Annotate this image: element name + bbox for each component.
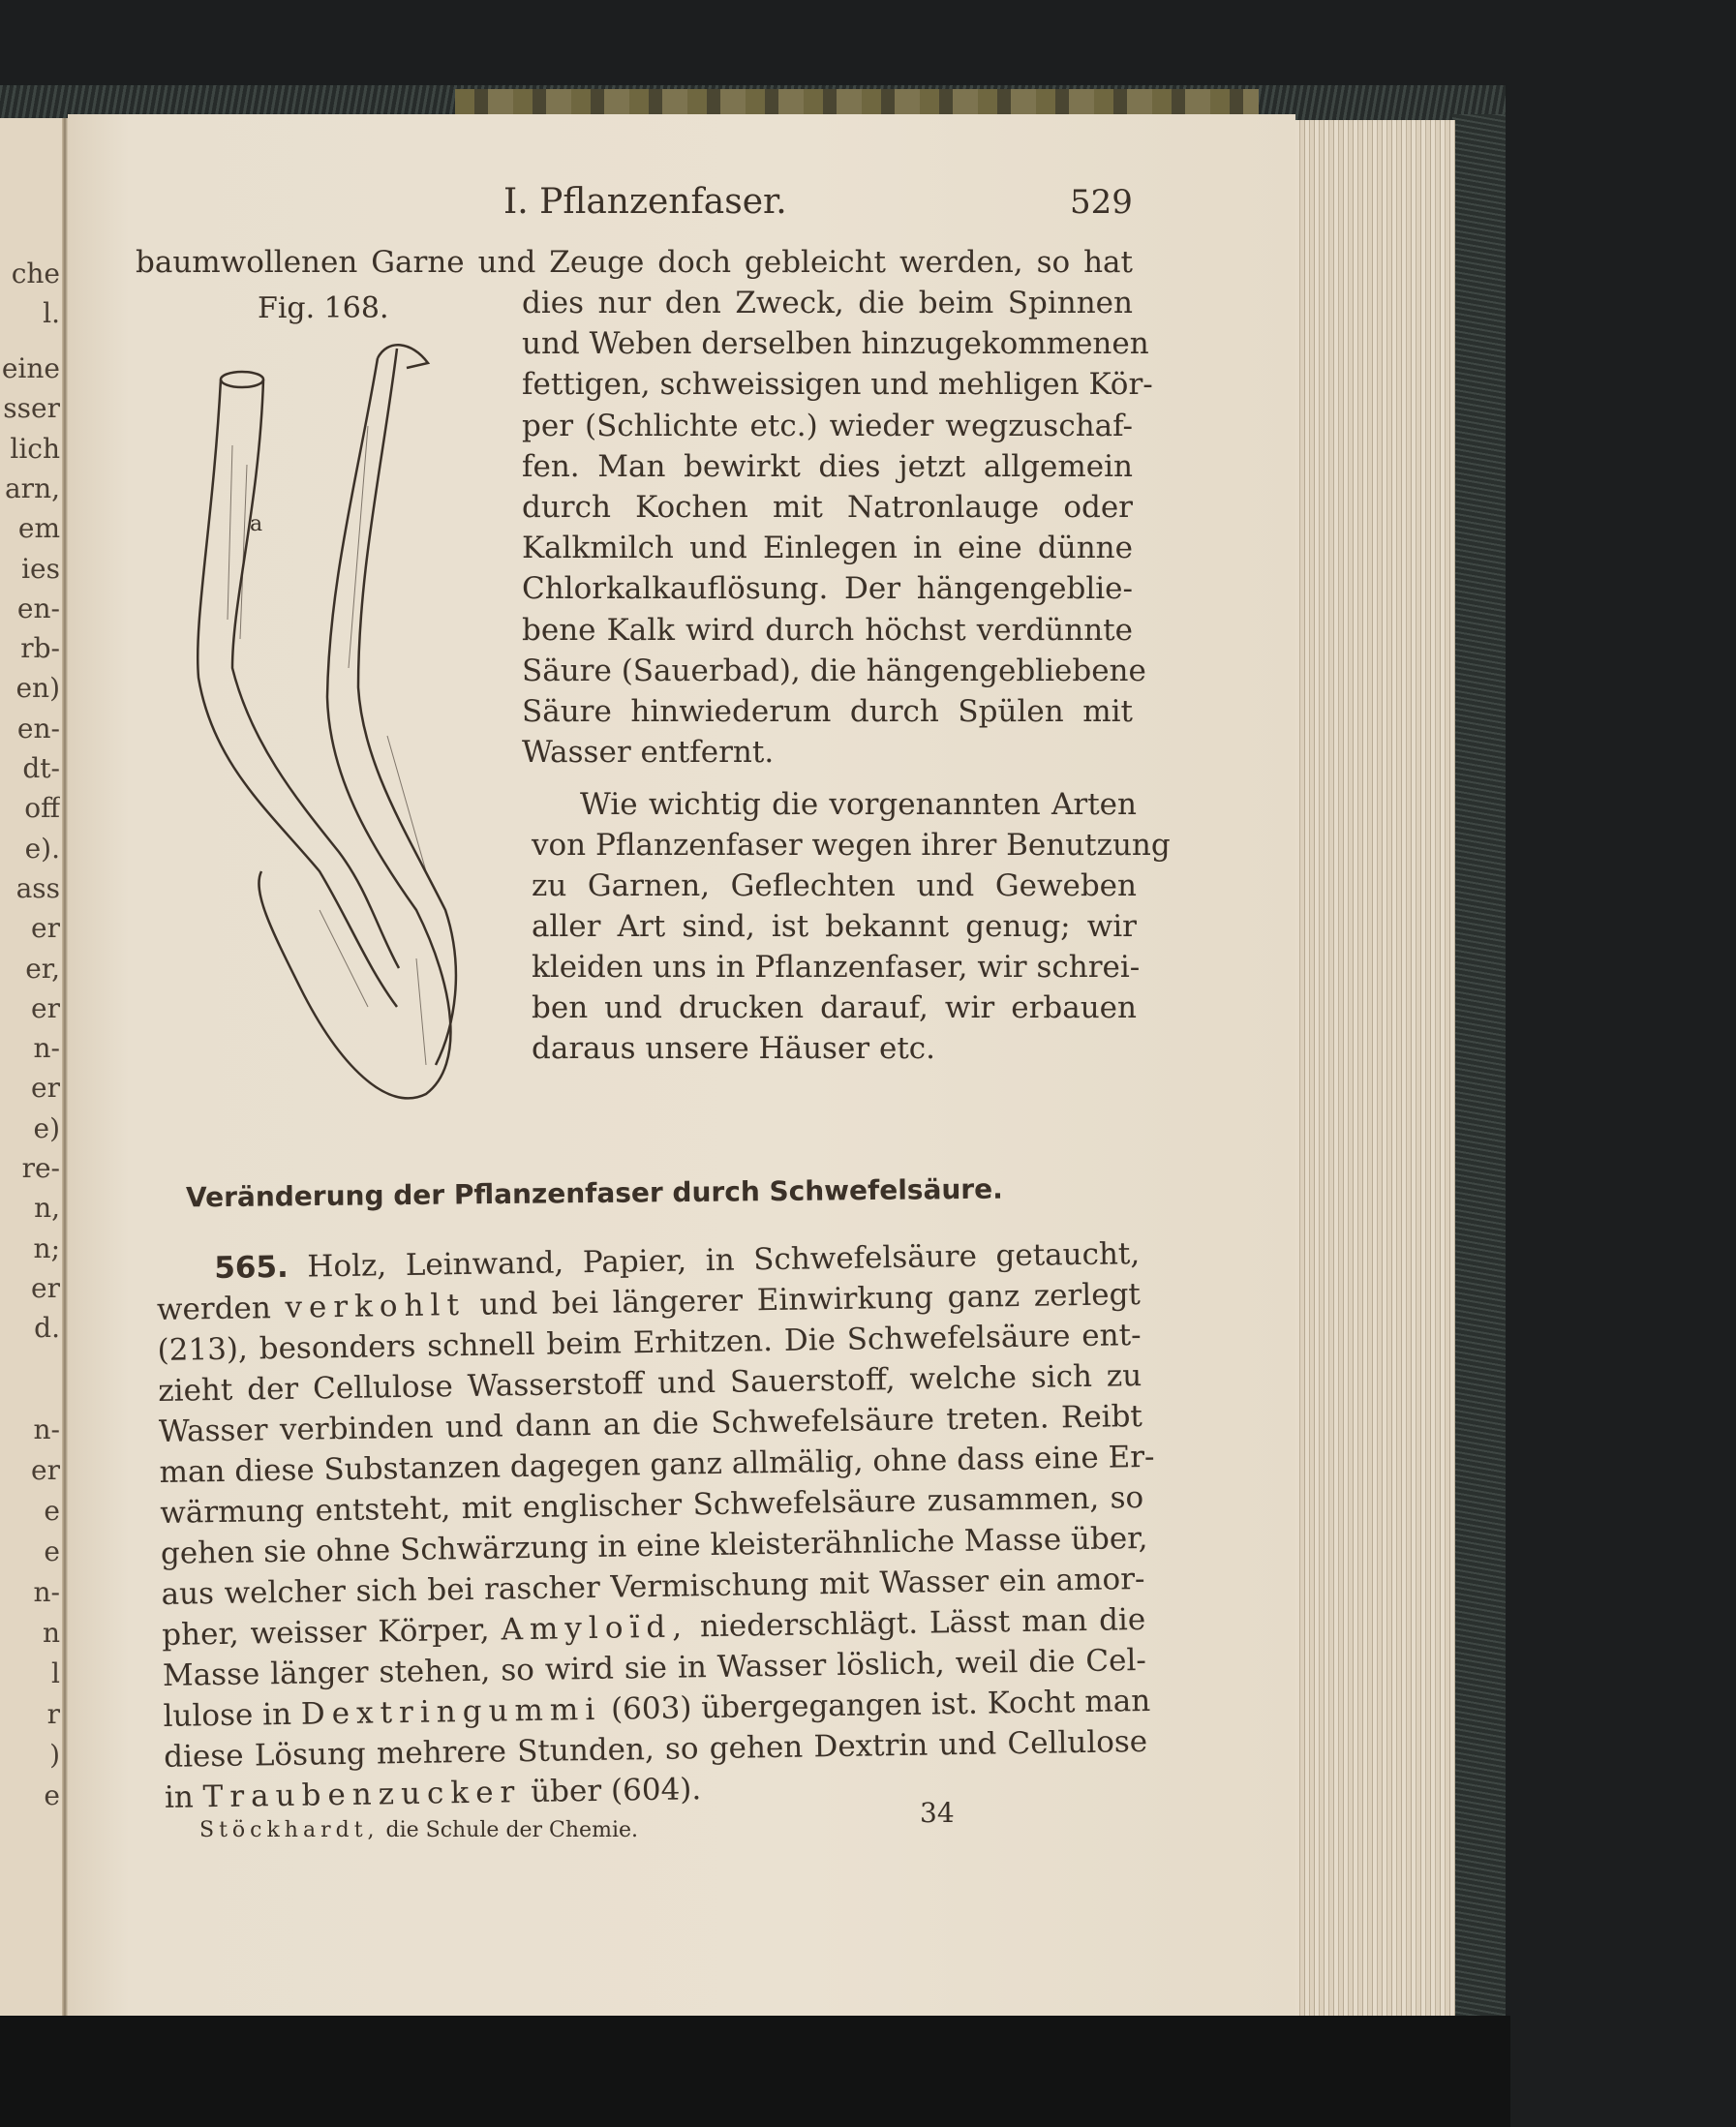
figure-cotton-fiber-illustration (174, 329, 474, 1113)
left-page-text-line: n- (33, 1576, 60, 1608)
left-page-text-line: eine (1, 352, 60, 384)
text-line: per (Schlichte etc.) wieder wegzuschaf- (522, 408, 1133, 443)
text-line: fen. Man bewirkt dies jetzt allgemein (522, 448, 1133, 484)
left-page-text-line: e (44, 1495, 60, 1527)
text-line: zieht der Cellulose Wasserstoff und Sauerstoff, welche sich zu (158, 1358, 1142, 1409)
text-line: daraus unsere Häuser etc. (532, 1031, 935, 1066)
text-line: von Pflanzenfaser wegen ihrer Benutzung (532, 828, 1171, 863)
text-span: niederschlägt. Lässt man die (699, 1601, 1146, 1645)
left-page-text-line: n- (33, 1413, 60, 1445)
text-span: pher, weisser Körper, (161, 1612, 490, 1653)
left-page-text-line: rb- (20, 632, 60, 665)
text-line: Wasser entfernt. (522, 735, 775, 771)
signature-mark: 34 (920, 1797, 955, 1829)
text-span: lulose in (163, 1696, 292, 1734)
left-page-text-line: d. (34, 1312, 60, 1345)
text-line: aller Art sind, ist bekannt genug; wir (532, 909, 1137, 944)
left-page-text-line: n (42, 1617, 60, 1649)
text-line: Wasser verbinden und dann an die Schwefelsäure treten. Reibt (158, 1399, 1143, 1449)
text-line: diese Lösung mehrere Stunden, so gehen Dextrin und Cellulose (163, 1723, 1148, 1775)
emphasis-spaced: Dextringummi (300, 1691, 602, 1732)
left-page-text-line: en- (16, 712, 60, 744)
left-page-text-line: sser (3, 392, 60, 425)
text-line: Säure (Sauerbad), die hängengebliebene (522, 653, 1146, 688)
left-page-text-line: ies (21, 552, 60, 585)
section-heading: Veränderung der Pflanzenfaser durch Schwefelsäure. (185, 1172, 1003, 1214)
left-page-text-line: lich (10, 432, 60, 465)
page-edges (1295, 120, 1455, 2016)
text-line: dies nur den Zweck, die beim Spinnen (522, 286, 1133, 320)
left-page-text-line: er (31, 1072, 60, 1105)
emphasis-spaced: verkohlt (285, 1287, 467, 1325)
text-line: zu Garnen, Geflechten und Geweben (532, 868, 1137, 903)
left-page-text-line: e (44, 1779, 60, 1811)
left-page-text-line: er (31, 912, 60, 945)
left-page-text-line: er (31, 991, 60, 1024)
section-number: 565. (214, 1249, 289, 1287)
text-line: Wie wichtig die vorgenannten Arten (580, 787, 1137, 822)
left-page-text-line: en) (15, 672, 60, 705)
running-head-title: I. Pflanzenfaser. (503, 182, 787, 222)
left-page-text-line: che (11, 258, 60, 289)
left-page-text-line: er (31, 1271, 60, 1304)
left-page-text-line: dt- (22, 752, 60, 784)
text-line: (213), besonders schnell beim Erhitzen. Die Schwefelsäure ent- (157, 1318, 1142, 1368)
text-line: gehen sie ohne Schwärzung in eine kleisterähnliche Masse über, (160, 1520, 1148, 1571)
text-span: werden (156, 1291, 272, 1327)
shadow (0, 2016, 1510, 2127)
left-page-text-line: off (24, 792, 60, 825)
left-page-text-line: ass (15, 871, 60, 904)
text-line: baumwollenen Garne und Zeuge doch gebleicht werden, so hat (136, 245, 1133, 280)
text-span: über (604). (530, 1772, 702, 1809)
text-line: aus welcher sich bei rascher Vermischung mit Wasser ein amor- (161, 1561, 1145, 1612)
text-line: Säure hinwiederum durch Spülen mit (522, 694, 1133, 729)
left-page-text-line: e) (33, 1111, 60, 1144)
text-line: Chlorkalkauflösung. Der hängengeblie- (522, 571, 1133, 607)
text-line: wärmung entsteht, mit englischer Schwefelsäure zusammen, so (160, 1480, 1144, 1531)
left-page-text-line: r (46, 1698, 60, 1730)
text-line: man diese Substanzen dagegen ganz allmälig, ohne dass eine Er- (159, 1439, 1155, 1490)
left-page-text-line: em (17, 512, 60, 545)
text-span: (603) übergegangen ist. Kocht man (610, 1683, 1151, 1727)
left-page-text-line: l (51, 1657, 60, 1689)
text-line: Kalkmilch und Einlegen in eine dünne (522, 531, 1133, 566)
text-line: ben und drucken darauf, wir erbauen (532, 990, 1137, 1025)
text-span: in (164, 1779, 195, 1815)
left-page-text-line: l. (43, 297, 60, 330)
left-page-text-line: er, (25, 952, 60, 985)
left-page-text-line: e (44, 1535, 60, 1567)
figure-label-a: a (250, 512, 263, 536)
text-line: Masse länger stehen, so wird sie in Wasser löslich, weil die Cel- (162, 1642, 1147, 1693)
text-span: Holz, Leinwand, Papier, in Schwefelsäure getaucht, (307, 1236, 1141, 1285)
emphasis-spaced: Amyloïd, (501, 1609, 689, 1648)
book-cover-right-edge (1452, 114, 1506, 2089)
left-page-text-line: en- (16, 592, 60, 624)
section-565-paragraph (156, 1233, 1155, 1818)
left-page-text-line: n; (33, 1231, 60, 1264)
text-line: fettigen, schweissigen und mehligen Kör- (522, 367, 1153, 403)
footer-title: die Schule der Chemie. (385, 1818, 638, 1842)
emphasis-spaced: Traubenzucker (202, 1775, 522, 1815)
left-page-text-line: e). (24, 832, 60, 865)
text-line: durch Kochen mit Natronlauge oder (522, 490, 1133, 525)
text-line: bene Kalk wird durch höchst verdünnte (522, 612, 1133, 648)
text-line: und Weben derselben hinzugekommenen (522, 326, 1149, 362)
left-page-text-line: n- (33, 1032, 60, 1065)
page-number: 529 (1070, 183, 1133, 222)
figure-caption: Fig. 168. (258, 291, 389, 325)
left-page-text-line: re- (21, 1152, 60, 1184)
left-page-text-line: er (31, 1454, 60, 1486)
text-span: und bei längerer Einwirkung ganz zerlegt (479, 1277, 1142, 1322)
left-page-text-line: arn, (4, 471, 60, 504)
left-page-text-line: n, (34, 1192, 60, 1225)
footer-imprint (199, 1810, 638, 1851)
left-page-text-line: ) (49, 1739, 60, 1771)
text-line: kleiden uns in Pflanzenfaser, wir schrei- (532, 950, 1141, 985)
footer-author: Stöckhardt, (199, 1818, 380, 1842)
